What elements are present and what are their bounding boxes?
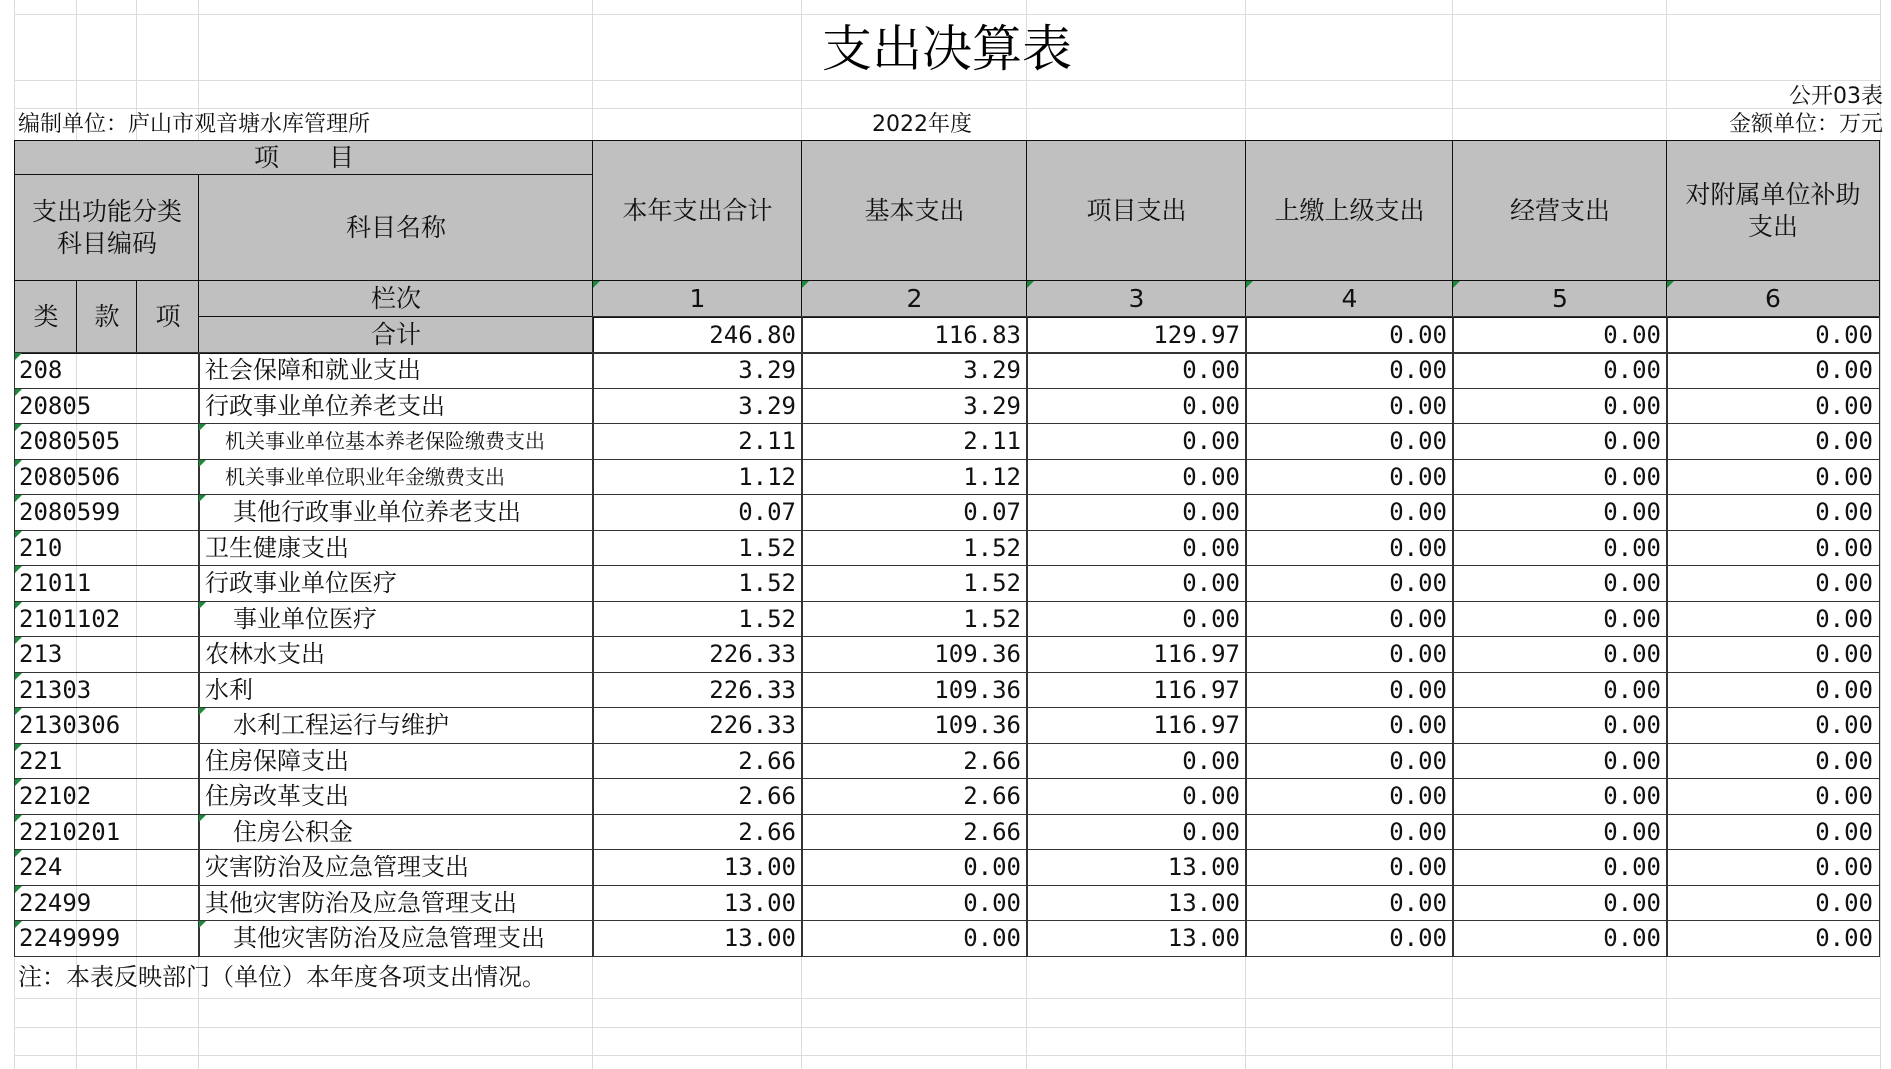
cell-marker-icon bbox=[15, 708, 22, 715]
row-value-6: 0.00 bbox=[1666, 707, 1880, 744]
row-value-2: 109.36 bbox=[801, 672, 1028, 709]
row-code: 22102 bbox=[14, 778, 200, 815]
row-value-2: 2.66 bbox=[801, 814, 1028, 851]
row-value-5: 0.00 bbox=[1452, 636, 1668, 673]
row-value-4: 0.00 bbox=[1245, 423, 1454, 460]
cell-marker-icon bbox=[15, 850, 22, 857]
row-value-4: 0.00 bbox=[1245, 352, 1454, 389]
cell-marker-icon bbox=[15, 637, 22, 644]
row-value-6: 0.00 bbox=[1666, 920, 1880, 957]
cell-marker-icon bbox=[15, 744, 22, 751]
row-code: 2080599 bbox=[14, 494, 200, 531]
row-value-5: 0.00 bbox=[1452, 494, 1668, 531]
row-value-2: 0.00 bbox=[801, 849, 1028, 886]
cell-marker-icon bbox=[1453, 281, 1460, 288]
column-number-5: 5 bbox=[1452, 280, 1668, 318]
row-value-5: 0.00 bbox=[1452, 352, 1668, 389]
total-value-2: 116.83 bbox=[801, 316, 1028, 354]
row-value-4: 0.00 bbox=[1245, 778, 1454, 815]
header-upper-payment: 上缴上级支出 bbox=[1245, 140, 1454, 282]
cell-marker-icon bbox=[199, 602, 206, 609]
row-value-4: 0.00 bbox=[1245, 388, 1454, 425]
row-value-4: 0.00 bbox=[1245, 459, 1454, 496]
row-value-6: 0.00 bbox=[1666, 423, 1880, 460]
cell-marker-icon bbox=[199, 495, 206, 502]
row-value-3: 13.00 bbox=[1026, 920, 1247, 957]
table-note: 注：本表反映部门（单位）本年度各项支出情况。 bbox=[18, 963, 546, 991]
header-project-expenditure: 项目支出 bbox=[1026, 140, 1247, 282]
row-value-6: 0.00 bbox=[1666, 849, 1880, 886]
row-value-3: 0.00 bbox=[1026, 494, 1247, 531]
row-value-4: 0.00 bbox=[1245, 494, 1454, 531]
row-value-6: 0.00 bbox=[1666, 494, 1880, 531]
row-code: 20805 bbox=[14, 388, 200, 425]
gridline-horizontal bbox=[14, 1027, 1880, 1028]
cell-marker-icon bbox=[15, 602, 22, 609]
row-code: 2130306 bbox=[14, 707, 200, 744]
cell-marker-icon bbox=[15, 424, 22, 431]
row-value-4: 0.00 bbox=[1245, 920, 1454, 957]
row-value-1: 226.33 bbox=[592, 672, 803, 709]
row-subject-name: 机关事业单位职业年金缴费支出 bbox=[198, 459, 594, 496]
row-value-1: 2.66 bbox=[592, 778, 803, 815]
row-value-4: 0.00 bbox=[1245, 743, 1454, 780]
header-code-group: 支出功能分类 科目编码 bbox=[14, 174, 200, 282]
row-value-2: 2.66 bbox=[801, 778, 1028, 815]
row-value-2: 3.29 bbox=[801, 388, 1028, 425]
row-subject-name: 其他灾害防治及应急管理支出 bbox=[198, 885, 594, 922]
header-subject-name: 科目名称 bbox=[198, 174, 594, 282]
cell-marker-icon bbox=[1027, 281, 1034, 288]
row-value-6: 0.00 bbox=[1666, 672, 1880, 709]
cell-marker-icon bbox=[15, 495, 22, 502]
row-value-1: 1.52 bbox=[592, 530, 803, 567]
row-value-1: 3.29 bbox=[592, 388, 803, 425]
row-value-1: 2.66 bbox=[592, 814, 803, 851]
row-value-2: 0.00 bbox=[801, 885, 1028, 922]
row-value-4: 0.00 bbox=[1245, 885, 1454, 922]
column-number-6: 6 bbox=[1666, 280, 1880, 318]
row-value-6: 0.00 bbox=[1666, 459, 1880, 496]
row-subject-name: 住房改革支出 bbox=[198, 778, 594, 815]
header-business-expenditure: 经营支出 bbox=[1452, 140, 1668, 282]
row-value-5: 0.00 bbox=[1452, 601, 1668, 638]
row-value-2: 2.66 bbox=[801, 743, 1028, 780]
cell-marker-icon bbox=[15, 389, 22, 396]
row-value-3: 0.00 bbox=[1026, 743, 1247, 780]
cell-marker-icon bbox=[1246, 281, 1253, 288]
header-basic-expenditure: 基本支出 bbox=[801, 140, 1028, 282]
cell-marker-icon bbox=[15, 779, 22, 786]
row-value-1: 1.52 bbox=[592, 601, 803, 638]
row-value-2: 2.11 bbox=[801, 423, 1028, 460]
cell-marker-icon bbox=[15, 566, 22, 573]
total-value-5: 0.00 bbox=[1452, 316, 1668, 354]
row-value-1: 2.11 bbox=[592, 423, 803, 460]
column-number-3: 3 bbox=[1026, 280, 1247, 318]
row-value-4: 0.00 bbox=[1245, 707, 1454, 744]
row-value-5: 0.00 bbox=[1452, 920, 1668, 957]
row-code: 2249999 bbox=[14, 920, 200, 957]
row-value-6: 0.00 bbox=[1666, 352, 1880, 389]
row-value-3: 0.00 bbox=[1026, 459, 1247, 496]
row-value-3: 116.97 bbox=[1026, 636, 1247, 673]
page-title: 支出决算表 bbox=[822, 20, 1072, 78]
row-subject-name: 住房公积金 bbox=[198, 814, 594, 851]
row-value-3: 0.00 bbox=[1026, 565, 1247, 602]
row-value-6: 0.00 bbox=[1666, 885, 1880, 922]
row-value-4: 0.00 bbox=[1245, 565, 1454, 602]
row-value-4: 0.00 bbox=[1245, 530, 1454, 567]
header-subsidy-expenditure: 对附属单位补助 支出 bbox=[1666, 140, 1880, 282]
row-code: 2080506 bbox=[14, 459, 200, 496]
row-value-5: 0.00 bbox=[1452, 459, 1668, 496]
row-code: 2210201 bbox=[14, 814, 200, 851]
row-value-6: 0.00 bbox=[1666, 778, 1880, 815]
row-value-3: 13.00 bbox=[1026, 885, 1247, 922]
row-code: 221 bbox=[14, 743, 200, 780]
row-subject-name: 事业单位医疗 bbox=[198, 601, 594, 638]
row-value-2: 109.36 bbox=[801, 636, 1028, 673]
row-subject-name: 其他灾害防治及应急管理支出 bbox=[198, 920, 594, 957]
row-value-2: 1.52 bbox=[801, 601, 1028, 638]
row-value-3: 13.00 bbox=[1026, 849, 1247, 886]
amount-unit: 金额单位：万元 bbox=[1728, 112, 1883, 137]
row-value-5: 0.00 bbox=[1452, 707, 1668, 744]
row-value-4: 0.00 bbox=[1245, 601, 1454, 638]
row-subject-name: 住房保障支出 bbox=[198, 743, 594, 780]
compiling-unit: 编制单位：庐山市观音塘水库管理所 bbox=[18, 112, 371, 137]
header-total-expenditure: 本年支出合计 bbox=[592, 140, 803, 282]
row-code: 213 bbox=[14, 636, 200, 673]
row-value-3: 0.00 bbox=[1026, 814, 1247, 851]
row-value-5: 0.00 bbox=[1452, 388, 1668, 425]
row-value-1: 2.66 bbox=[592, 743, 803, 780]
row-value-6: 0.00 bbox=[1666, 565, 1880, 602]
row-subject-name: 行政事业单位养老支出 bbox=[198, 388, 594, 425]
row-value-2: 1.52 bbox=[801, 565, 1028, 602]
row-value-6: 0.00 bbox=[1666, 636, 1880, 673]
table-number: 公开03表 bbox=[1789, 84, 1883, 109]
cell-marker-icon bbox=[15, 886, 22, 893]
column-number-4: 4 bbox=[1245, 280, 1454, 318]
row-code: 208 bbox=[14, 352, 200, 389]
row-subject-name: 行政事业单位医疗 bbox=[198, 565, 594, 602]
cell-marker-icon bbox=[199, 708, 206, 715]
row-value-1: 3.29 bbox=[592, 352, 803, 389]
header-xiang: 项 bbox=[136, 280, 200, 354]
row-value-5: 0.00 bbox=[1452, 672, 1668, 709]
total-value-4: 0.00 bbox=[1245, 316, 1454, 354]
column-number-2: 2 bbox=[801, 280, 1028, 318]
row-value-5: 0.00 bbox=[1452, 423, 1668, 460]
row-value-2: 3.29 bbox=[801, 352, 1028, 389]
row-subject-name: 机关事业单位基本养老保险缴费支出 bbox=[198, 423, 594, 460]
row-value-4: 0.00 bbox=[1245, 672, 1454, 709]
header-item: 项 目 bbox=[14, 140, 594, 176]
cell-marker-icon bbox=[1667, 281, 1674, 288]
row-value-4: 0.00 bbox=[1245, 636, 1454, 673]
row-value-3: 0.00 bbox=[1026, 530, 1247, 567]
gridline-horizontal bbox=[14, 1055, 1880, 1056]
cell-marker-icon bbox=[199, 424, 206, 431]
fiscal-year: 2022年度 bbox=[872, 112, 972, 137]
row-subject-name: 其他行政事业单位养老支出 bbox=[198, 494, 594, 531]
row-subject-name: 水利工程运行与维护 bbox=[198, 707, 594, 744]
row-value-5: 0.00 bbox=[1452, 814, 1668, 851]
row-value-1: 13.00 bbox=[592, 849, 803, 886]
header-lanci: 栏次 bbox=[198, 280, 594, 318]
row-value-1: 1.12 bbox=[592, 459, 803, 496]
row-value-5: 0.00 bbox=[1452, 849, 1668, 886]
row-value-3: 0.00 bbox=[1026, 352, 1247, 389]
row-value-1: 226.33 bbox=[592, 636, 803, 673]
cell-marker-icon bbox=[15, 921, 22, 928]
row-code: 2101102 bbox=[14, 601, 200, 638]
row-value-1: 13.00 bbox=[592, 885, 803, 922]
cell-marker-icon bbox=[593, 281, 600, 288]
gridline-vertical bbox=[1880, 0, 1881, 1069]
row-subject-name: 农林水支出 bbox=[198, 636, 594, 673]
cell-marker-icon bbox=[199, 921, 206, 928]
row-value-2: 1.52 bbox=[801, 530, 1028, 567]
cell-marker-icon bbox=[199, 460, 206, 467]
row-subject-name: 水利 bbox=[198, 672, 594, 709]
row-value-4: 0.00 bbox=[1245, 814, 1454, 851]
row-value-5: 0.00 bbox=[1452, 778, 1668, 815]
row-value-5: 0.00 bbox=[1452, 530, 1668, 567]
header-lei: 类 bbox=[14, 280, 78, 354]
row-subject-name: 卫生健康支出 bbox=[198, 530, 594, 567]
row-value-3: 0.00 bbox=[1026, 778, 1247, 815]
cell-marker-icon bbox=[15, 815, 22, 822]
row-value-3: 0.00 bbox=[1026, 388, 1247, 425]
row-value-4: 0.00 bbox=[1245, 849, 1454, 886]
column-number-1: 1 bbox=[592, 280, 803, 318]
row-code: 21303 bbox=[14, 672, 200, 709]
row-value-3: 116.97 bbox=[1026, 707, 1247, 744]
row-code: 224 bbox=[14, 849, 200, 886]
row-value-1: 0.07 bbox=[592, 494, 803, 531]
row-value-2: 0.00 bbox=[801, 920, 1028, 957]
row-value-5: 0.00 bbox=[1452, 743, 1668, 780]
row-code: 21011 bbox=[14, 565, 200, 602]
row-value-2: 1.12 bbox=[801, 459, 1028, 496]
row-value-5: 0.00 bbox=[1452, 565, 1668, 602]
row-value-1: 226.33 bbox=[592, 707, 803, 744]
total-value-1: 246.80 bbox=[592, 316, 803, 354]
row-value-1: 1.52 bbox=[592, 565, 803, 602]
row-value-3: 116.97 bbox=[1026, 672, 1247, 709]
row-value-2: 0.07 bbox=[801, 494, 1028, 531]
row-code: 210 bbox=[14, 530, 200, 567]
row-value-2: 109.36 bbox=[801, 707, 1028, 744]
row-subject-name: 灾害防治及应急管理支出 bbox=[198, 849, 594, 886]
cell-marker-icon bbox=[15, 353, 22, 360]
row-value-6: 0.00 bbox=[1666, 743, 1880, 780]
cell-marker-icon bbox=[802, 281, 809, 288]
cell-marker-icon bbox=[15, 673, 22, 680]
cell-marker-icon bbox=[15, 460, 22, 467]
row-value-6: 0.00 bbox=[1666, 388, 1880, 425]
total-value-3: 129.97 bbox=[1026, 316, 1247, 354]
row-subject-name: 社会保障和就业支出 bbox=[198, 352, 594, 389]
header-heji: 合计 bbox=[198, 316, 594, 354]
cell-marker-icon bbox=[15, 531, 22, 538]
row-value-6: 0.00 bbox=[1666, 530, 1880, 567]
row-code: 22499 bbox=[14, 885, 200, 922]
header-kuan: 款 bbox=[76, 280, 138, 354]
cell-marker-icon bbox=[199, 815, 206, 822]
gridline-horizontal bbox=[14, 998, 1880, 999]
row-value-6: 0.00 bbox=[1666, 814, 1880, 851]
row-value-6: 0.00 bbox=[1666, 601, 1880, 638]
row-value-3: 0.00 bbox=[1026, 423, 1247, 460]
row-value-3: 0.00 bbox=[1026, 601, 1247, 638]
row-value-1: 13.00 bbox=[592, 920, 803, 957]
total-value-6: 0.00 bbox=[1666, 316, 1880, 354]
row-value-5: 0.00 bbox=[1452, 885, 1668, 922]
row-code: 2080505 bbox=[14, 423, 200, 460]
